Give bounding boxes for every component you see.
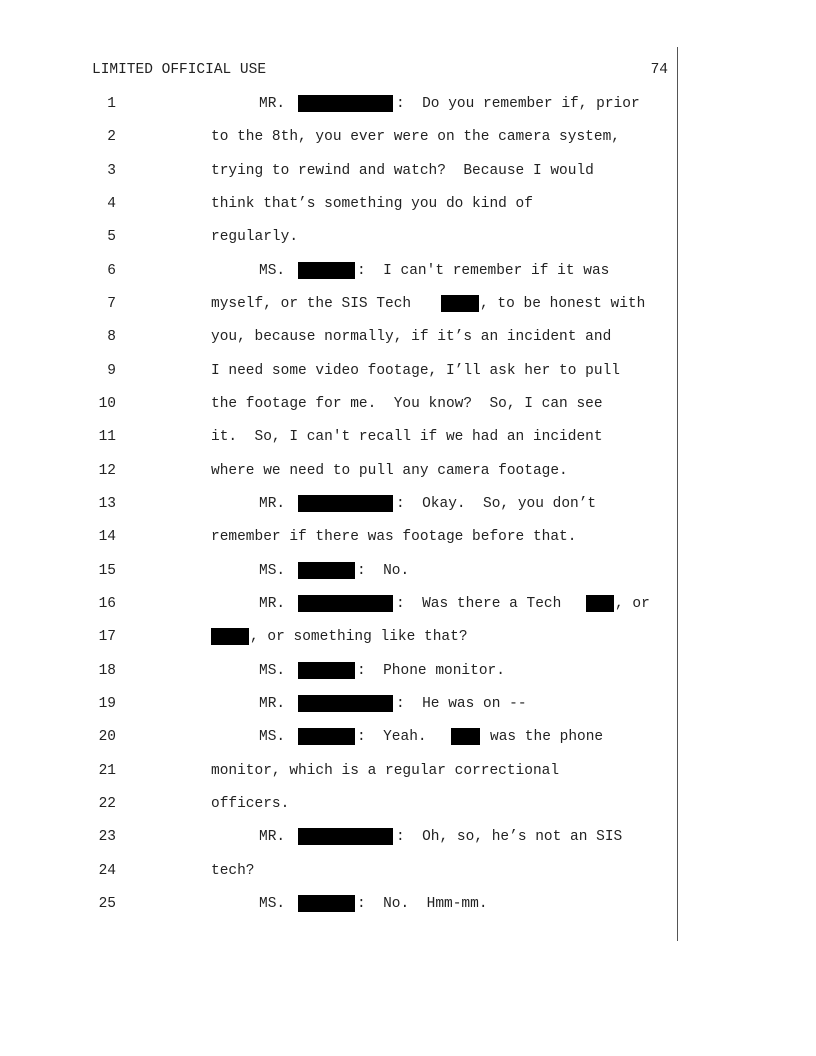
speaker-label: MS. xyxy=(259,263,286,279)
line-text: , or something like that? xyxy=(250,629,468,645)
transcript-line xyxy=(0,463,816,483)
transcript-line xyxy=(0,329,816,349)
line-text: tech? xyxy=(211,863,255,879)
transcript-line xyxy=(0,663,816,683)
transcript-line xyxy=(0,563,816,583)
line-number: 1 xyxy=(107,96,116,112)
speaker-label: MR. xyxy=(259,496,286,512)
transcript-line xyxy=(0,529,816,549)
transcript-line xyxy=(0,263,816,283)
speaker-label: MR. xyxy=(259,829,286,845)
speaker-label: MR. xyxy=(259,696,286,712)
transcript-line xyxy=(0,863,816,883)
line-text: to the 8th, you ever were on the camera system, xyxy=(211,129,620,145)
line-number: 8 xyxy=(107,329,116,345)
line-text: officers. xyxy=(211,796,290,812)
line-text: regularly. xyxy=(211,229,299,245)
line-text: the footage for me. You know? So, I can see xyxy=(211,396,603,412)
line-number: 6 xyxy=(107,263,116,279)
redaction-box xyxy=(586,595,614,612)
redaction-box xyxy=(451,728,480,745)
line-number: 5 xyxy=(107,229,116,245)
transcript-line xyxy=(0,229,816,249)
line-number: 14 xyxy=(98,529,116,545)
line-text: you, because normally, if it’s an incident and xyxy=(211,329,612,345)
line-text: : No. xyxy=(357,563,410,579)
redaction-box xyxy=(298,562,355,579)
speaker-label: MS. xyxy=(259,663,286,679)
line-number: 16 xyxy=(98,596,116,612)
transcript-line xyxy=(0,629,816,649)
line-text: : Do you remember if, prior xyxy=(396,96,640,112)
line-text: think that’s something you do kind of xyxy=(211,196,533,212)
redaction-box xyxy=(298,695,393,712)
redaction-box xyxy=(298,262,355,279)
redaction-box xyxy=(211,628,249,645)
transcript-line xyxy=(0,196,816,216)
transcript-line xyxy=(0,796,816,816)
line-number: 25 xyxy=(98,896,116,912)
redaction-box xyxy=(298,95,393,112)
line-text: trying to rewind and watch? Because I would xyxy=(211,163,594,179)
redaction-box xyxy=(298,595,393,612)
redaction-box xyxy=(298,662,355,679)
line-number: 10 xyxy=(98,396,116,412)
redaction-box xyxy=(298,895,355,912)
line-number: 12 xyxy=(98,463,116,479)
transcript-line xyxy=(0,596,816,616)
line-text: I need some video footage, I’ll ask her to pull xyxy=(211,363,620,379)
line-number: 3 xyxy=(107,163,116,179)
line-text: : I can't remember if it was xyxy=(357,263,610,279)
transcript-line xyxy=(0,429,816,449)
transcript-line xyxy=(0,363,816,383)
line-number: 9 xyxy=(107,363,116,379)
line-number: 21 xyxy=(98,763,116,779)
speaker-label: MR. xyxy=(259,596,286,612)
line-text: : Was there a Tech xyxy=(396,596,562,612)
transcript-line xyxy=(0,129,816,149)
transcript-line xyxy=(0,496,816,516)
line-number: 24 xyxy=(98,863,116,879)
speaker-label: MS. xyxy=(259,563,286,579)
redaction-box xyxy=(441,295,479,312)
line-text: : Phone monitor. xyxy=(357,663,505,679)
line-number: 17 xyxy=(98,629,116,645)
line-number: 20 xyxy=(98,729,116,745)
transcript-line xyxy=(0,729,816,749)
line-text: : He was on -- xyxy=(396,696,527,712)
transcript-line xyxy=(0,696,816,716)
line-text: myself, or the SIS Tech xyxy=(211,296,412,312)
line-number: 4 xyxy=(107,196,116,212)
transcript-line xyxy=(0,763,816,783)
transcript-line xyxy=(0,829,816,849)
line-number: 11 xyxy=(98,429,116,445)
transcript-line xyxy=(0,896,816,916)
line-number: 13 xyxy=(98,496,116,512)
line-number: 18 xyxy=(98,663,116,679)
transcript-line xyxy=(0,96,816,116)
line-number: 22 xyxy=(98,796,116,812)
speaker-label: MR. xyxy=(259,96,286,112)
transcript-line xyxy=(0,296,816,316)
transcript-line xyxy=(0,163,816,183)
speaker-label: MS. xyxy=(259,729,286,745)
line-number: 19 xyxy=(98,696,116,712)
line-number: 23 xyxy=(98,829,116,845)
header-title: LIMITED OFFICIAL USE xyxy=(92,62,267,78)
speaker-label: MS. xyxy=(259,896,286,912)
line-text: remember if there was footage before that. xyxy=(211,529,577,545)
line-text: : Oh, so, he’s not an SIS xyxy=(396,829,623,845)
line-number: 7 xyxy=(107,296,116,312)
redaction-box xyxy=(298,828,393,845)
line-text: where we need to pull any camera footage. xyxy=(211,463,568,479)
transcript-line xyxy=(0,396,816,416)
line-number: 2 xyxy=(107,129,116,145)
redaction-box xyxy=(298,495,393,512)
line-text: : No. Hmm-mm. xyxy=(357,896,488,912)
line-text: , or xyxy=(615,596,650,612)
redaction-box xyxy=(298,728,355,745)
line-number: 15 xyxy=(98,563,116,579)
page-number: 74 xyxy=(650,62,668,78)
line-text: : Okay. So, you don’t xyxy=(396,496,597,512)
line-text: it. So, I can't recall if we had an incident xyxy=(211,429,603,445)
line-text: : Yeah. xyxy=(357,729,427,745)
line-text: was the phone xyxy=(490,729,604,745)
line-text: , to be honest with xyxy=(480,296,646,312)
line-text: monitor, which is a regular correctional xyxy=(211,763,560,779)
